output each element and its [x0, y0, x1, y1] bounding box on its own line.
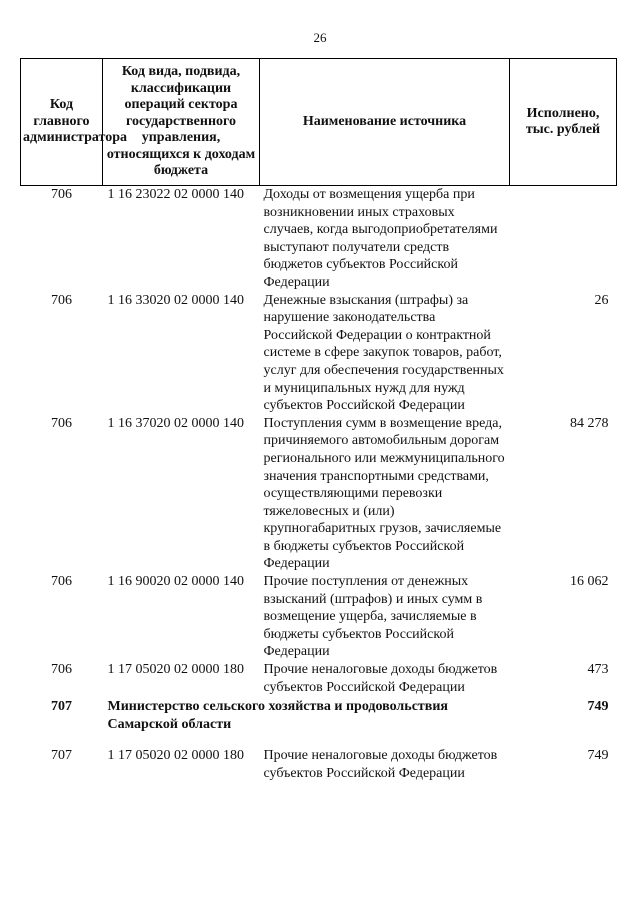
executed-amount: 84 278: [570, 415, 609, 431]
table-row: [21, 573, 617, 661]
admin-code: 706: [51, 187, 72, 202]
page-number: 26: [313, 30, 327, 45]
group-row: [21, 696, 617, 733]
table-row: [21, 661, 617, 696]
classification-code: 1 16 33020 02 0000 140: [107, 292, 244, 308]
header-source-name: Наименование источника: [260, 59, 510, 186]
table-row: [21, 186, 617, 292]
admin-code: 706: [51, 292, 72, 308]
source-name: Прочие поступления от денежных взысканий (штрафов) и иных сумм в возмещение ущерба, зачисляемые в бюджеты субъектов Российской Федерации: [263, 574, 483, 660]
table-row: [21, 733, 617, 782]
group-admin-code: 707: [51, 699, 72, 715]
header-admin-code: Код главного администратора: [21, 59, 103, 186]
group-amount: 749: [587, 699, 609, 715]
source-name: Прочие неналоговые доходы бюджетов субъектов Российской Федерации: [263, 748, 498, 781]
table-header-row: [21, 59, 617, 186]
source-name: Доходы от возмещения ущерба при возникновении иных страховых случаев, когда выгодоприобретателями выступают получатели средств бюджетов субъектов Российской Федерации: [263, 187, 498, 290]
header-executed-amount: Исполнено, тыс. рублей: [510, 59, 617, 186]
header-classification-code: Код вида, подвида, классификации операций сектора государственного управления, относящихся к доходам бюджета: [103, 59, 260, 186]
classification-code: 1 16 90020 02 0000 140: [107, 574, 244, 590]
source-name: Денежные взыскания (штрафы) за нарушение законодательства Российской Федерации о контрактной системе в сфере закупок товаров, работ, услуг для обеспечения государственных и муниципальных нужд для нужд субъектов Российской Федерации: [263, 292, 504, 414]
group-name: Министерство сельского хозяйства и продовольствия Самарской области: [107, 699, 448, 732]
table-row: [21, 292, 617, 415]
executed-amount: 26: [594, 292, 609, 308]
admin-code: 706: [51, 662, 72, 678]
executed-amount: 473: [587, 662, 609, 678]
table-row: [21, 415, 617, 573]
admin-code: 706: [51, 415, 72, 431]
admin-code: 706: [51, 574, 72, 590]
executed-amount: [510, 186, 617, 292]
classification-code: 1 17 05020 02 0000 180: [107, 662, 244, 678]
revenue-table: [20, 58, 617, 783]
executed-amount: 749: [587, 748, 609, 764]
classification-code: 1 17 05020 02 0000 180: [107, 748, 244, 764]
admin-code: 707: [51, 748, 72, 764]
source-name: Поступления сумм в возмещение вреда, причиняемого автомобильным дорогам регионального или межмуниципального значения транспортными средствами, осуществляющими перевозки тяжеловесных и (или) крупногабаритных грузов, зачисляемые в бюджеты субъектов Российской Федерации: [263, 415, 505, 572]
executed-amount: 16 062: [570, 574, 609, 590]
classification-code: 1 16 23022 02 0000 140: [107, 187, 244, 202]
classification-code: 1 16 37020 02 0000 140: [107, 415, 244, 431]
source-name: Прочие неналоговые доходы бюджетов субъектов Российской Федерации: [263, 662, 498, 695]
